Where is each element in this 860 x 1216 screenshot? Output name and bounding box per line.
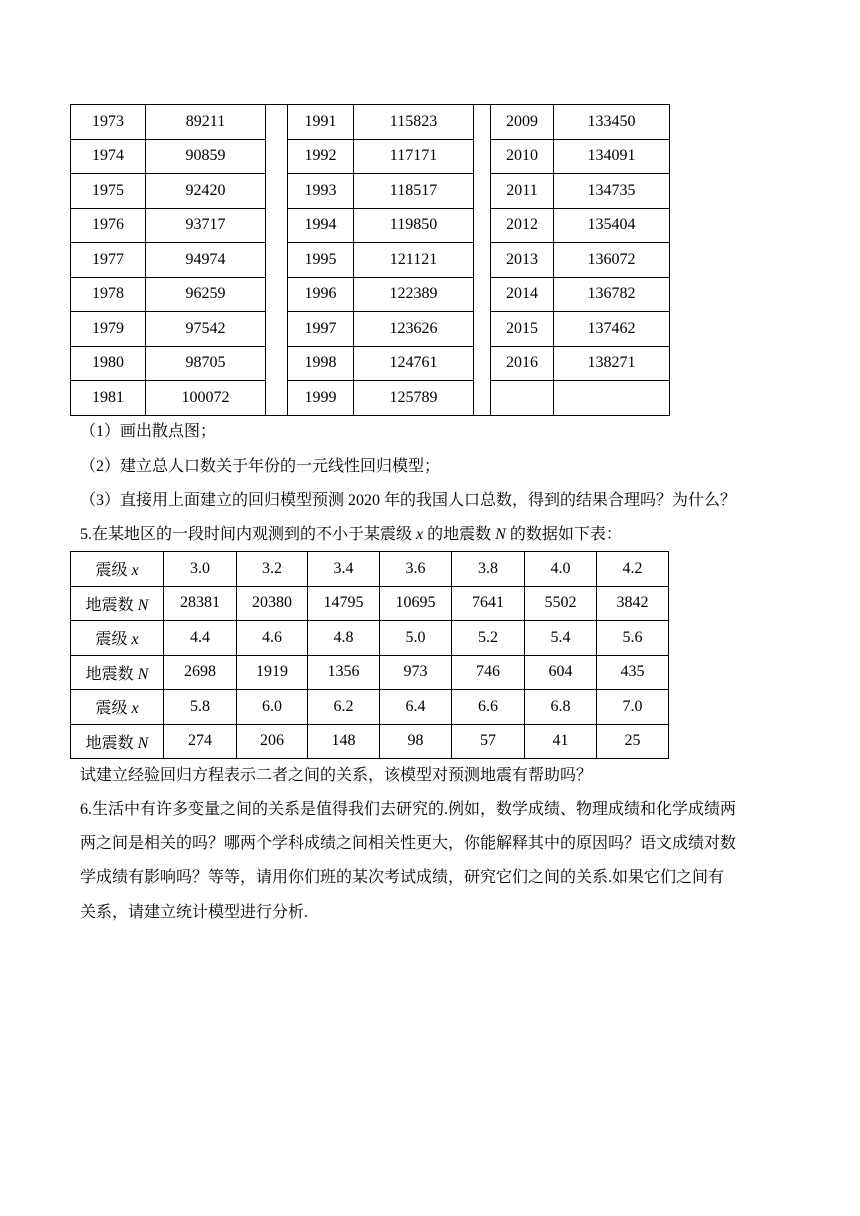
q6-line3: 学成绩有影响吗？等等，请用你们班的某次考试成绩，研究它们之间的关系.如果它们之间有 (80, 869, 725, 886)
population-year-cell: 2009 (491, 105, 554, 140)
earthquake-count-cell: 25 (597, 724, 669, 759)
q5-question: 试建立经验回归方程表示二者之间的关系，该模型对预测地震有帮助吗？ (80, 767, 593, 784)
row-label-variable: N (137, 665, 149, 683)
population-year-cell: 1981 (71, 381, 146, 416)
population-row (71, 346, 670, 381)
population-population-cell: 94974 (146, 243, 266, 278)
population-population-cell: 138271 (554, 346, 670, 381)
population-table (70, 104, 670, 416)
earthquake-count-cell: 28381 (164, 586, 237, 621)
population-year-cell (491, 381, 554, 416)
earthquake-count-cell: 2698 (164, 655, 237, 690)
q6-line4: 关系，请建立统计模型进行分析. (80, 904, 309, 921)
population-year-cell: 1992 (288, 139, 354, 174)
earthquake-magnitude-cell: 7.0 (597, 690, 669, 725)
population-population-cell: 123626 (354, 312, 474, 347)
earthquake-magnitude-cell: 3.4 (308, 552, 380, 587)
earthquake-magnitude-cell: 5.2 (452, 621, 525, 656)
row-label-text: 地震数 (85, 665, 138, 683)
q5-prompt-c: 的数据如下表： (505, 526, 622, 543)
earthquake-magnitude-row (71, 552, 669, 587)
population-population-cell: 137462 (554, 312, 670, 347)
q4-sub3: （3）直接用上面建立的回归模型预测 2020 年的我国人口总数，得到的结果合理吗？为什么？ (80, 492, 737, 509)
population-year-cell: 1973 (71, 105, 146, 140)
table-gap (266, 105, 288, 416)
earthquake-count-cell: 1919 (237, 655, 308, 690)
q4-sub2: （2）建立总人口数关于年份的一元线性回归模型； (80, 458, 441, 475)
earthquake-count-cell: 14795 (308, 586, 380, 621)
population-population-cell: 136782 (554, 277, 670, 312)
earthquake-count-cell: 57 (452, 724, 525, 759)
population-population-cell: 133450 (554, 105, 670, 140)
earthquake-count-label (71, 655, 164, 690)
population-year-cell: 2015 (491, 312, 554, 347)
earthquake-magnitude-cell: 6.8 (525, 690, 597, 725)
earthquake-count-row (71, 586, 669, 621)
row-label-variable: x (131, 562, 139, 580)
earthquake-count-cell: 20380 (237, 586, 308, 621)
population-population-cell: 97542 (146, 312, 266, 347)
population-population-cell: 118517 (354, 174, 474, 209)
q4-sub1: （1）画出散点图； (80, 423, 217, 440)
population-row (71, 208, 670, 243)
row-label-text: 地震数 (85, 734, 138, 752)
population-year-cell: 1976 (71, 208, 146, 243)
earthquake-magnitude-cell: 4.0 (525, 552, 597, 587)
population-year-cell: 1979 (71, 312, 146, 347)
population-year-cell: 1998 (288, 346, 354, 381)
earthquake-count-cell: 3842 (597, 586, 669, 621)
earthquake-magnitude-cell: 4.2 (597, 552, 669, 587)
population-population-cell: 100072 (146, 381, 266, 416)
earthquake-magnitude-cell: 4.6 (237, 621, 308, 656)
population-year-cell: 2010 (491, 139, 554, 174)
earthquake-magnitude-cell: 3.2 (237, 552, 308, 587)
earthquake-magnitude-cell: 5.0 (380, 621, 452, 656)
q5-prompt-a: 5.在某地区的一段时间内观测到的不小于某震级 (80, 526, 417, 543)
row-label-text: 震级 (95, 700, 132, 718)
q5-prompt (80, 523, 622, 547)
population-population-cell: 117171 (354, 139, 474, 174)
q5-prompt-b: 的地震数 (423, 526, 496, 543)
population-row (71, 139, 670, 174)
earthquake-count-cell: 7641 (452, 586, 525, 621)
earthquake-count-cell: 41 (525, 724, 597, 759)
earthquake-count-cell: 973 (380, 655, 452, 690)
population-population-cell: 115823 (354, 105, 474, 140)
population-year-cell: 1999 (288, 381, 354, 416)
population-year-cell: 2013 (491, 243, 554, 278)
earthquake-magnitude-cell: 6.0 (237, 690, 308, 725)
earthquake-count-cell: 10695 (380, 586, 452, 621)
row-label-variable: N (137, 734, 149, 752)
population-year-cell: 1975 (71, 174, 146, 209)
earthquake-magnitude-cell: 6.2 (308, 690, 380, 725)
population-row (71, 105, 670, 140)
earthquake-table (70, 551, 669, 759)
earthquake-count-cell: 435 (597, 655, 669, 690)
population-year-cell: 1995 (288, 243, 354, 278)
population-year-cell: 1977 (71, 243, 146, 278)
population-row (71, 243, 670, 278)
population-population-cell: 134091 (554, 139, 670, 174)
earthquake-magnitude-cell: 6.4 (380, 690, 452, 725)
population-row (71, 277, 670, 312)
q6-line1: 6.生活中有许多变量之间的关系是值得我们去研究的.例如，数学成绩、物理成绩和化学成绩两 (80, 801, 737, 818)
q5-var-n: N (495, 526, 506, 543)
population-row (71, 312, 670, 347)
row-label-variable: x (131, 631, 139, 649)
population-population-cell: 124761 (354, 346, 474, 381)
earthquake-magnitude-row (71, 690, 669, 725)
population-population-cell: 121121 (354, 243, 474, 278)
earthquake-count-cell: 604 (525, 655, 597, 690)
earthquake-count-label (71, 724, 164, 759)
q5-var-x: x (416, 526, 424, 543)
population-year-cell: 1997 (288, 312, 354, 347)
population-year-cell: 1993 (288, 174, 354, 209)
row-label-variable: x (131, 700, 139, 718)
population-population-cell: 136072 (554, 243, 670, 278)
earthquake-magnitude-cell: 5.4 (525, 621, 597, 656)
row-label-text: 震级 (95, 631, 132, 649)
population-year-cell: 1974 (71, 139, 146, 174)
q6-line2: 两之间是相关的吗？哪两个学科成绩之间相关性更大，你能解释其中的原因吗？语文成绩对数 (80, 835, 737, 852)
population-year-cell: 2012 (491, 208, 554, 243)
population-row (71, 381, 670, 416)
population-population-cell (554, 381, 670, 416)
population-row (71, 174, 670, 209)
population-year-cell: 1996 (288, 277, 354, 312)
earthquake-magnitude-cell: 4.8 (308, 621, 380, 656)
population-population-cell: 92420 (146, 174, 266, 209)
earthquake-magnitude-cell: 6.6 (452, 690, 525, 725)
row-label-text: 震级 (95, 562, 132, 580)
population-population-cell: 98705 (146, 346, 266, 381)
earthquake-magnitude-label (71, 690, 164, 725)
earthquake-count-cell: 98 (380, 724, 452, 759)
population-year-cell: 1991 (288, 105, 354, 140)
row-label-variable: N (137, 596, 149, 614)
earthquake-count-cell: 206 (237, 724, 308, 759)
population-population-cell: 134735 (554, 174, 670, 209)
population-population-cell: 89211 (146, 105, 266, 140)
population-population-cell: 93717 (146, 208, 266, 243)
earthquake-magnitude-cell: 3.6 (380, 552, 452, 587)
earthquake-magnitude-cell: 3.8 (452, 552, 525, 587)
population-population-cell: 125789 (354, 381, 474, 416)
earthquake-count-cell: 148 (308, 724, 380, 759)
population-year-cell: 1980 (71, 346, 146, 381)
population-population-cell: 90859 (146, 139, 266, 174)
earthquake-count-cell: 746 (452, 655, 525, 690)
earthquake-count-row (71, 724, 669, 759)
earthquake-count-row (71, 655, 669, 690)
table-gap (474, 105, 491, 416)
earthquake-magnitude-label (71, 621, 164, 656)
population-year-cell: 2014 (491, 277, 554, 312)
row-label-text: 地震数 (85, 596, 138, 614)
population-year-cell: 1978 (71, 277, 146, 312)
earthquake-magnitude-cell: 5.8 (164, 690, 237, 725)
earthquake-magnitude-cell: 4.4 (164, 621, 237, 656)
earthquake-count-cell: 1356 (308, 655, 380, 690)
earthquake-magnitude-row (71, 621, 669, 656)
population-year-cell: 1994 (288, 208, 354, 243)
earthquake-count-cell: 5502 (525, 586, 597, 621)
population-population-cell: 119850 (354, 208, 474, 243)
population-population-cell: 135404 (554, 208, 670, 243)
earthquake-magnitude-cell: 5.6 (597, 621, 669, 656)
population-year-cell: 2016 (491, 346, 554, 381)
population-year-cell: 2011 (491, 174, 554, 209)
earthquake-magnitude-label (71, 552, 164, 587)
population-population-cell: 96259 (146, 277, 266, 312)
earthquake-count-cell: 274 (164, 724, 237, 759)
earthquake-count-label (71, 586, 164, 621)
earthquake-magnitude-cell: 3.0 (164, 552, 237, 587)
population-population-cell: 122389 (354, 277, 474, 312)
